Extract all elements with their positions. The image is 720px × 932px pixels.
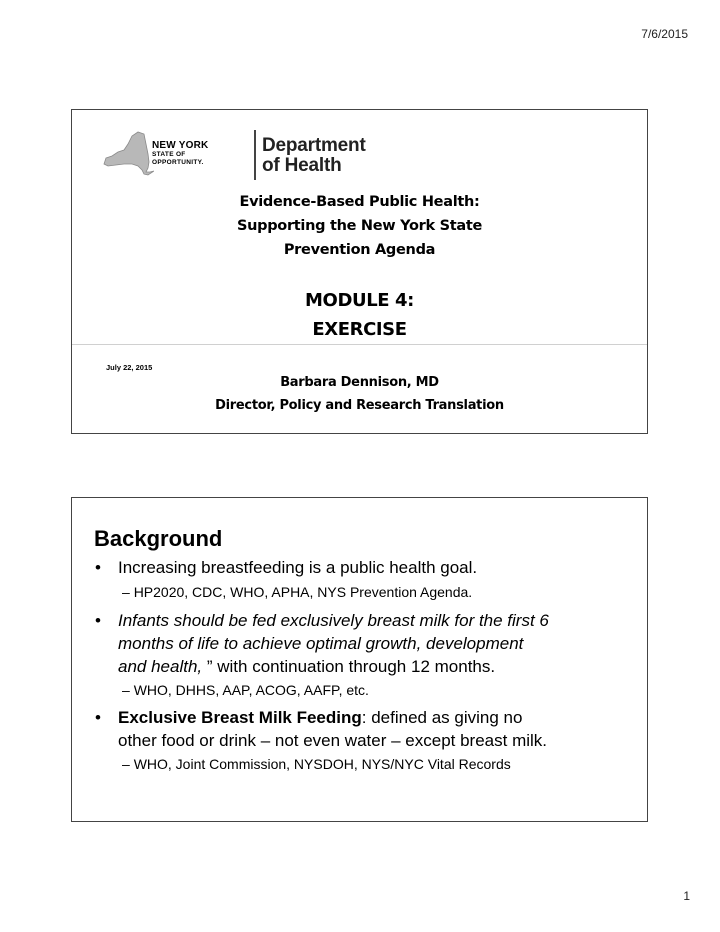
logo-dept-line2: of Health: [262, 155, 342, 176]
slide-background: [71, 497, 648, 822]
new-york-state-map-icon: [102, 130, 154, 180]
ny-state-wordmark: [152, 141, 208, 166]
sub-bullet-item: [122, 681, 369, 699]
divider-line: [72, 344, 647, 345]
sub-bullet-text: HP2020, CDC, WHO, APHA, NYS Prevention Agenda.: [133, 584, 473, 600]
sub-bullet-text: WHO, Joint Commission, NYSDOH, NYS/NYC Vital Records: [133, 756, 511, 772]
header-date: 7/6/2015: [641, 27, 688, 41]
slide-title-text: [72, 190, 647, 262]
sub-bullet-item: [122, 583, 472, 601]
bullet-icon: •: [95, 558, 101, 577]
bullet-text-line1-rest: : defined as giving no: [361, 708, 523, 727]
bullet-text-line3-italic: and health,: [118, 657, 203, 676]
bullet-icon: •: [95, 708, 101, 727]
sub-bullet-text: WHO, DHHS, AAP, ACOG, AAFP, etc.: [133, 682, 369, 698]
presenter-title: Director, Policy and Research Translation: [215, 398, 504, 413]
bullet-text-line2: other food or drink – not even water – except breast milk.: [118, 731, 548, 750]
bullet-bold-term: Exclusive Breast Milk Feeding: [118, 708, 362, 727]
bullet-icon: •: [95, 611, 101, 630]
title-line-1: Evidence-Based Public Health:: [239, 194, 480, 210]
presentation-date: July 22, 2015: [106, 363, 153, 372]
page-number: 1: [683, 889, 690, 903]
logo-dept-line1: Department: [262, 135, 366, 156]
dash-icon: –: [122, 682, 130, 698]
title-line-3: Prevention Agenda: [283, 242, 436, 258]
nys-doh-logo: [102, 126, 366, 186]
dash-icon: –: [122, 584, 130, 600]
dash-icon: –: [122, 756, 130, 772]
bullet-text-line3-rest: ” with continuation through 12 months.: [202, 657, 496, 676]
slide-heading: Background: [94, 526, 223, 551]
bullet-text-line1: Infants should be fed exclusively breast milk for the first 6: [118, 611, 549, 630]
module-line-1: MODULE 4:: [305, 290, 414, 311]
logo-state-line3: OPPORTUNITY.: [152, 158, 204, 166]
logo-state-line2: STATE OF: [152, 151, 186, 158]
presenter-name: Barbara Dennison, MD: [280, 375, 439, 390]
bullet-text: Increasing breastfeeding is a public health goal.: [118, 558, 478, 577]
presenter-block: [72, 371, 647, 417]
module-line-2: EXERCISE: [312, 319, 407, 340]
module-heading: [72, 286, 647, 344]
title-line-2: Supporting the New York State: [236, 218, 483, 234]
logo-divider: [254, 130, 256, 180]
sub-bullet-item: [122, 755, 511, 773]
bullet-text-line2: months of life to achieve optimal growth, development: [118, 634, 524, 653]
dept-of-health-wordmark: [262, 136, 366, 176]
logo-state-line1: NEW YORK: [152, 140, 209, 151]
slide-title: [71, 109, 648, 434]
